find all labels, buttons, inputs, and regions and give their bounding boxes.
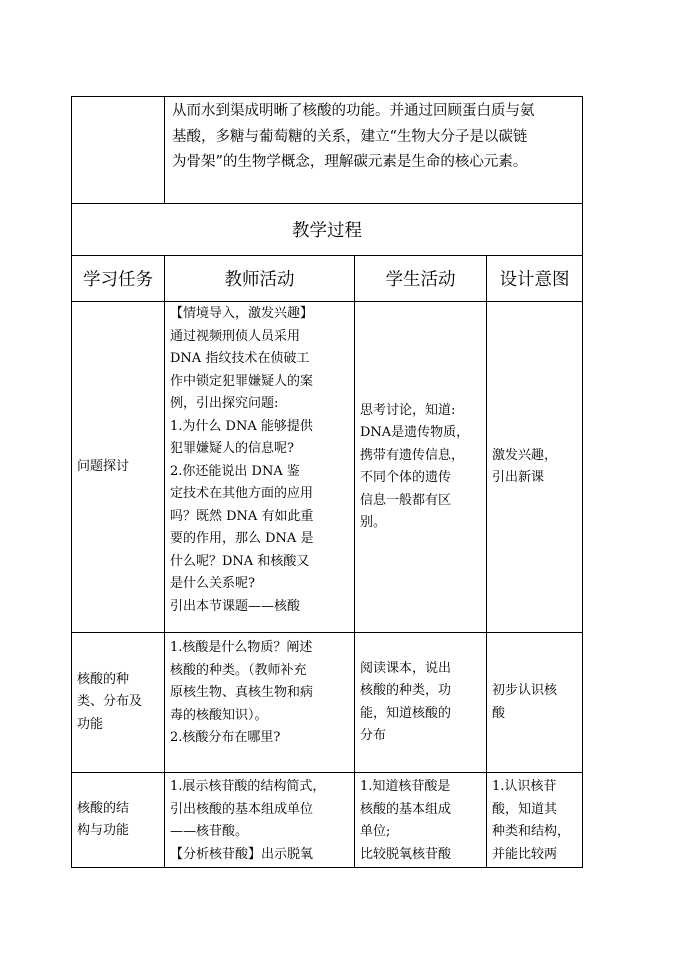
- teacher-line: 毒的核酸知识）。: [170, 707, 268, 723]
- student-line: 携带有遗传信息，: [360, 447, 465, 463]
- teacher-line: 【分析核苷酸】出示脱氧: [170, 846, 314, 862]
- section-title: 教学过程: [72, 204, 583, 256]
- intent-line: 酸，知道其: [492, 801, 558, 817]
- header-teacher-activity: 教师活动: [165, 256, 355, 302]
- teacher-line: 引出本节课题——核酸: [170, 598, 301, 614]
- student-line: 分布: [360, 728, 387, 743]
- teacher-line: 1.核酸是什么物质？阐述: [170, 640, 313, 655]
- intent-line: 并能比较两: [492, 846, 558, 862]
- teacher-line: 什么呢？DNA 和核酸又: [170, 553, 310, 569]
- teacher-line: 【情境导入，激发兴趣】: [170, 306, 314, 321]
- task-line: 构与功能: [77, 823, 130, 838]
- table-row: [72, 633, 583, 773]
- teacher-line: 例，引出探究问题:: [170, 396, 279, 411]
- design-intent-cell: [487, 302, 583, 633]
- student-line: 阅读课本，说出: [360, 660, 452, 676]
- task-line: 问题探讨: [77, 458, 130, 474]
- teacher-line: 定技术在其他方面的应用: [170, 486, 314, 501]
- teacher-line: 是什么关系呢?: [170, 576, 255, 591]
- section-title-row: [72, 204, 583, 256]
- intent-line: 1.认识核苷: [492, 779, 557, 794]
- teacher-line: 核酸的种类。（教师补充: [170, 662, 307, 678]
- teacher-line: 通过视频刑侦人员采用: [170, 328, 301, 344]
- header-design-intent: 设计意图: [487, 256, 583, 302]
- student-line: 信息一般都有区: [360, 492, 452, 508]
- student-activity-cell: [355, 773, 487, 868]
- teacher-line: 原核生物、真核生物和病: [170, 685, 314, 700]
- teacher-activity-cell: [165, 633, 355, 773]
- intro-line: 为骨架”的生物学概念，理解碳元素是生命的核心元素。: [172, 154, 528, 170]
- header-row: [72, 256, 583, 302]
- teacher-line: 引出核酸的基本组成单位: [170, 801, 314, 817]
- intent-line: 酸: [492, 705, 506, 721]
- design-intent-cell: [487, 773, 583, 868]
- header-student-activity: 学生活动: [355, 256, 487, 302]
- teacher-line: 吗？既然 DNA 有如此重: [170, 508, 314, 524]
- teacher-line: 1.为什么 DNA 能够提供: [170, 418, 313, 434]
- teacher-line: 2.你还能说出 DNA 鉴: [170, 463, 300, 479]
- table-row: [72, 773, 583, 868]
- intro-line: 基酸，多糖与葡萄糖的关系，建立“生物大分子是以碳链: [172, 128, 528, 145]
- teacher-line: DNA 指纹技术在侦破工: [170, 351, 310, 366]
- teacher-line: 作中锁定犯罪嫌疑人的案: [170, 373, 314, 389]
- header-task: 学习任务: [72, 256, 165, 302]
- teacher-line: 1.展示核苷酸的结构简式，: [170, 779, 326, 794]
- task-cell: [72, 633, 165, 773]
- student-activity-cell: [355, 633, 487, 773]
- task-cell: [72, 773, 165, 868]
- student-line: 单位;: [360, 824, 391, 839]
- student-line: 1.知道核苷酸是: [360, 779, 451, 794]
- student-line: 思考讨论，知道:: [360, 402, 456, 418]
- task-line: 核酸的结: [77, 800, 130, 816]
- design-intent-cell: [487, 633, 583, 773]
- intent-line: 种类和结构，: [492, 824, 571, 839]
- student-line: DNA是遗传物质，: [360, 425, 470, 440]
- teacher-line: 2.核酸分布在哪里?: [170, 730, 281, 745]
- student-line: 比较脱氧核苷酸: [360, 846, 452, 862]
- student-line: 核酸的基本组成: [360, 801, 452, 817]
- teacher-line: 要的作用，那么 DNA 是: [170, 531, 314, 546]
- intro-empty-cell: [72, 97, 165, 204]
- task-cell: [72, 302, 165, 633]
- student-activity-cell: [355, 302, 487, 633]
- lesson-plan-table: [71, 96, 583, 868]
- teacher-line: 犯罪嫌疑人的信息呢?: [170, 441, 294, 456]
- intro-line: 从而水到渠成明晰了核酸的功能。并通过回顾蛋白质与氨: [172, 103, 535, 119]
- student-line: 不同个体的遗传: [360, 470, 452, 485]
- task-line: 类、分布及: [77, 694, 143, 710]
- student-line: 核酸的种类，功: [360, 683, 452, 698]
- teacher-activity-cell: [165, 302, 355, 633]
- intent-line: 激发兴趣，: [492, 447, 558, 463]
- table-row: [72, 302, 583, 633]
- intent-line: 初步认识核: [492, 683, 558, 698]
- task-line: 核酸的种: [77, 671, 130, 687]
- teacher-line: ——核苷酸。: [170, 824, 249, 839]
- student-line: 别。: [360, 515, 387, 530]
- intro-text-cell: [165, 97, 583, 204]
- intent-line: 引出新课: [492, 470, 545, 485]
- student-line: 能，知道核酸的: [360, 705, 452, 721]
- teacher-activity-cell: [165, 773, 355, 868]
- intro-row: [72, 97, 583, 204]
- task-line: 功能: [77, 716, 104, 732]
